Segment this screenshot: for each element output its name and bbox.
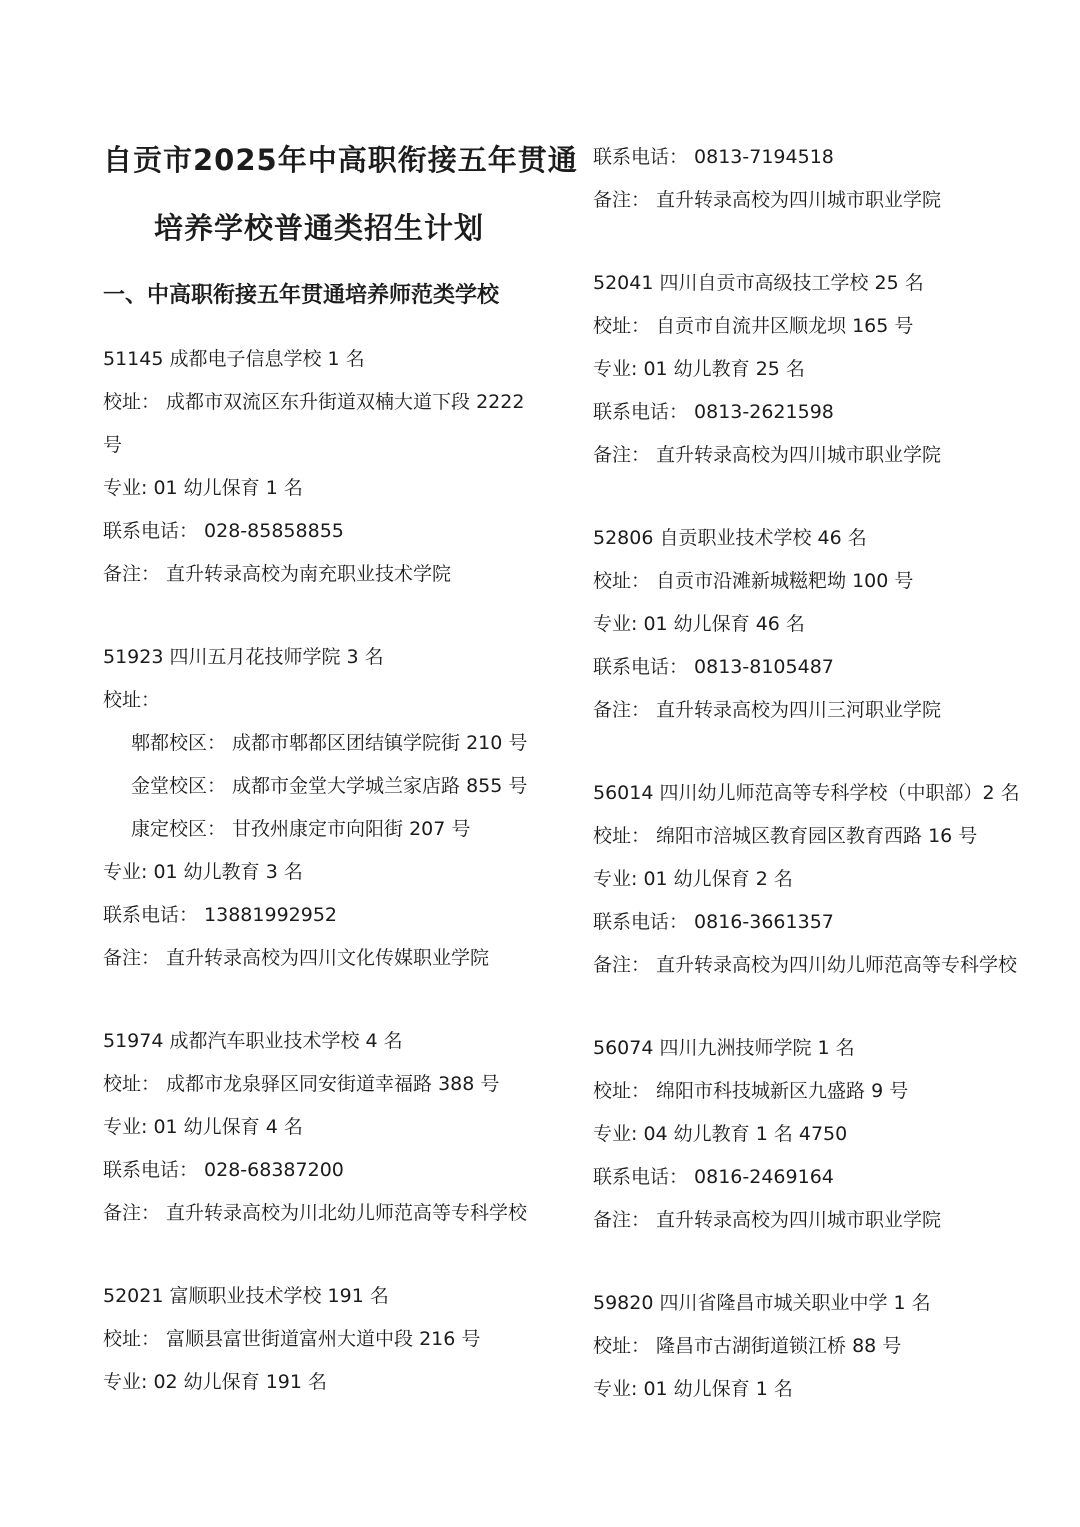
doc-line: 专业: 01 幼儿保育 2 名 <box>593 868 793 890</box>
school-entry <box>103 636 535 980</box>
school-entry <box>593 772 1053 987</box>
school-entry <box>593 1282 1053 1411</box>
doc-line: 专业: 01 幼儿保育 4 名 <box>103 1116 303 1138</box>
school-entry <box>103 1275 535 1404</box>
left-column-entries <box>103 338 535 1404</box>
doc-line: 校址： 成都市龙泉驿区同安街道幸福路 388 号 <box>103 1073 500 1095</box>
left-column <box>103 126 578 1444</box>
doc-line: 联系电话： 13881992952 <box>103 904 338 926</box>
doc-line: 校址： 绵阳市涪城区教育园区教育西路 16 号 <box>593 825 978 847</box>
doc-line: 备注： 直升转录高校为四川城市职业学院 <box>593 444 942 466</box>
doc-line: 联系电话： 028-68387200 <box>103 1159 344 1181</box>
doc-line: 专业: 04 幼儿教育 1 名 4750 <box>593 1123 848 1145</box>
doc-line: 56014 四川幼儿师范高等专科学校（中职部）2 名 <box>593 782 1020 804</box>
school-entry <box>593 517 1053 732</box>
doc-line: 备注： 直升转录高校为四川城市职业学院 <box>593 189 942 211</box>
doc-line: 备注： 直升转录高校为四川幼儿师范高等专科学校 <box>593 954 1018 976</box>
school-entry <box>593 1027 1053 1242</box>
doc-line: 59820 四川省隆昌市城关职业中学 1 名 <box>593 1292 931 1314</box>
doc-line: 联系电话： 028-85858855 <box>103 520 344 542</box>
right-column <box>593 136 1053 1451</box>
doc-line: 校址： 自贡市自流井区顺龙坝 165 号 <box>593 315 914 337</box>
school-entry <box>593 136 1053 222</box>
doc-line: 专业: 01 幼儿保育 1 名 <box>593 1378 793 1400</box>
section-heading: 一、中高职衔接五年贯通培养师范类学校 <box>103 283 500 308</box>
doc-line: 52041 四川自贡市高级技工学校 25 名 <box>593 272 924 294</box>
doc-line: 校址： <box>103 689 161 711</box>
doc-line: 专业: 01 幼儿保育 1 名 <box>103 477 303 499</box>
right-column-entries <box>593 136 1053 1411</box>
doc-line: 联系电话： 0816-3661357 <box>593 911 834 933</box>
doc-line: 校址： 成都市双流区东升街道双楠大道下段 2222 <box>103 391 525 413</box>
doc-line: 专业: 01 幼儿教育 3 名 <box>103 861 303 883</box>
doc-line: 专业: 01 幼儿保育 46 名 <box>593 613 805 635</box>
doc-line: 联系电话： 0813-8105487 <box>593 656 834 678</box>
doc-line: 51974 成都汽车职业技术学校 4 名 <box>103 1030 403 1052</box>
doc-line: 康定校区： 甘孜州康定市向阳街 207 号 <box>131 818 471 840</box>
doc-line: 备注： 直升转录高校为川北幼儿师范高等专科学校 <box>103 1202 528 1224</box>
doc-line: 校址： 自贡市沿滩新城糍粑坳 100 号 <box>593 570 914 592</box>
doc-line: 校址： 隆昌市古湖街道锁江桥 88 号 <box>593 1335 902 1357</box>
page-title-line-1: 自贡市2025年中高职衔接五年贯通 <box>103 143 578 177</box>
doc-line: 备注： 直升转录高校为四川三河职业学院 <box>593 699 942 721</box>
doc-line: 专业: 02 幼儿保育 191 名 <box>103 1371 328 1393</box>
school-entry <box>103 338 535 596</box>
doc-line: 51145 成都电子信息学校 1 名 <box>103 348 365 370</box>
doc-line: 联系电话： 0813-2621598 <box>593 401 834 423</box>
doc-line: 校址： 富顺县富世街道富州大道中段 216 号 <box>103 1328 481 1350</box>
doc-line: 金堂校区： 成都市金堂大学城兰家店路 855 号 <box>131 775 528 797</box>
doc-line: 备注： 直升转录高校为南充职业技术学院 <box>103 563 452 585</box>
doc-line: 郫都校区： 成都市郫都区团结镇学院街 210 号 <box>131 732 528 754</box>
doc-line: 备注： 直升转录高校为四川文化传媒职业学院 <box>103 947 490 969</box>
doc-line: 联系电话： 0816-2469164 <box>593 1166 834 1188</box>
page-title-line-2: 培养学校普通类招生计划 <box>153 211 484 245</box>
school-entry <box>103 1020 535 1235</box>
doc-line: 专业: 01 幼儿教育 25 名 <box>593 358 805 380</box>
doc-line: 56074 四川九洲技师学院 1 名 <box>593 1037 855 1059</box>
doc-line: 52806 自贡职业技术学校 46 名 <box>593 527 867 549</box>
doc-line: 校址： 绵阳市科技城新区九盛路 9 号 <box>593 1080 909 1102</box>
doc-line: 号 <box>103 434 123 456</box>
doc-line: 联系电话： 0813-7194518 <box>593 146 834 168</box>
doc-line: 备注： 直升转录高校为四川城市职业学院 <box>593 1209 942 1231</box>
school-entry <box>593 262 1053 477</box>
doc-line: 52021 富顺职业技术学校 191 名 <box>103 1285 389 1307</box>
doc-line: 51923 四川五月花技师学院 3 名 <box>103 646 384 668</box>
